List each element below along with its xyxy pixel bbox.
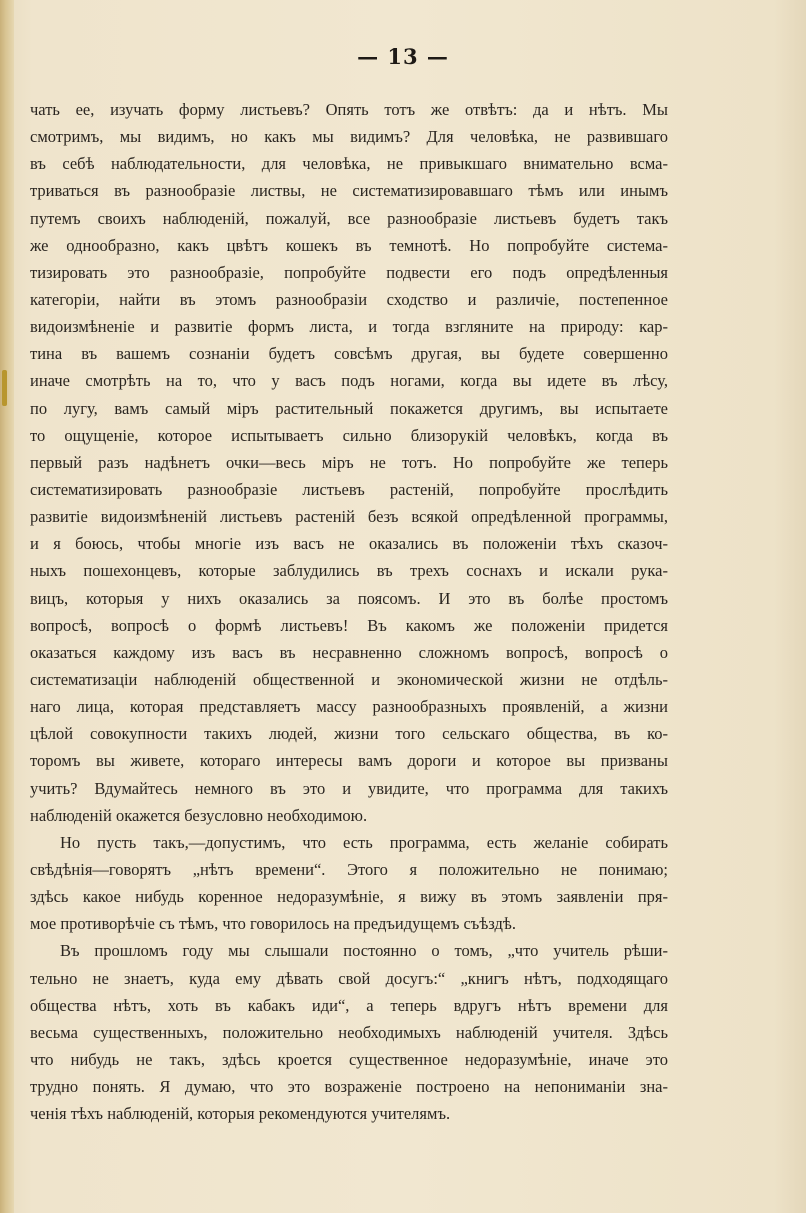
text-line: видоизмѣненіе и развитіе формъ листа, и тогда взгляните на природу: кар-	[30, 317, 668, 337]
spine-mark	[2, 370, 7, 406]
text-line: общества нѣтъ, хоть въ кабакъ иди“, а теперь вдругъ нѣтъ времени для	[30, 995, 668, 1015]
text-line: то ощущеніе, которое испытываетъ сильно близорукій человѣкъ, когда въ	[30, 425, 668, 445]
text-line: тельно не знаетъ, куда ему дѣвать свой досугъ:“ „книгъ нѣтъ, подходящаго	[30, 968, 668, 988]
paragraph-1	[30, 96, 668, 829]
text-line: и я боюсь, чтобы многіе изъ васъ не оказались въ положеніи тѣхъ сказоч-	[30, 534, 668, 554]
text-line: наблюденій окажется безусловно необходимою.	[30, 805, 368, 825]
text-line: триваться въ разнообразіе листвы, не систематизировавшаго тѣмъ или инымъ	[30, 181, 668, 201]
text-line: наго лица, которая представляетъ массу разнообразныхъ проявленій, а жизни	[30, 697, 668, 717]
text-line: путемъ своихъ наблюденій, пожалуй, все разнообразіе листьевъ будетъ такъ	[30, 208, 668, 228]
text-line: весьма существенныхъ, положительно необходимыхъ наблюденій учителя. Здѣсь	[30, 1022, 668, 1042]
text-line: здѣсь какое нибудь коренное недоразумѣніе, я вижу въ этомъ заявленіи пря-	[30, 887, 668, 907]
text-line: цѣлой совокупности такихъ людей, жизни того сельскаго общества, въ ко-	[30, 724, 668, 744]
text-line: смотримъ, мы видимъ, но какъ мы видимъ? Для человѣка, не развившаго	[30, 127, 668, 147]
text-line: что нибудь не такъ, здѣсь кроется существенное недоразумѣніе, иначе это	[30, 1049, 668, 1069]
text-line: систематизаціи наблюденій общественной и экономической жизни не отдѣль-	[30, 669, 668, 689]
text-line: систематизировать разнообразіе листьевъ растеній, попробуйте прослѣдить	[30, 479, 668, 499]
text-line: свѣдѣнія—говорятъ „нѣтъ времени“. Этого я положительно не понимаю;	[30, 859, 668, 879]
text-line: первый разъ надѣнетъ очки—весь міръ не тотъ. Но попробуйте же теперь	[30, 452, 668, 472]
text-line: въ себѣ наблюдательности, для человѣка, не привыкшаго внимательно всма-	[30, 154, 668, 174]
text-line: учить? Вдумайтесь немного въ это и увидите, что программа для такихъ	[30, 778, 668, 798]
text-line: чать ее, изучать форму листьевъ? Опять тотъ же отвѣтъ: да и нѣтъ. Мы	[30, 100, 668, 119]
text-line: торомъ вы живете, котораго интересы вамъ дороги и которое вы призваны	[30, 751, 668, 771]
text-line: Но пусть такъ,—допустимъ, что есть программа, есть желаніе собирать	[60, 832, 668, 852]
text-line: по лугу, вамъ самый міръ растительный покажется другимъ, вы испытаете	[30, 398, 668, 418]
book-spine-edge	[0, 0, 14, 1213]
text-line: же однообразно, какъ цвѣтъ кошекъ въ темнотѣ. Но попробуйте система-	[30, 235, 668, 255]
text-line: тина въ вашемъ сознаніи будетъ совсѣмъ другая, вы будете совершенно	[30, 344, 668, 364]
text-line: ныхъ пошехонцевъ, которые заблудились въ трехъ соснахъ и искали рука-	[30, 561, 668, 581]
text-line: вопросѣ, вопросѣ о формѣ листьевъ! Въ какомъ же положеніи придется	[30, 615, 668, 635]
text-line: вицъ, которыя у нихъ оказались за поясомъ. И это въ болѣе простомъ	[30, 588, 668, 608]
text-line: мое противорѣчіе съ тѣмъ, что говорилось на предъидущемъ съѣздѣ.	[30, 914, 516, 934]
paragraph-3	[30, 937, 668, 1127]
text-line: категоріи, найти въ этомъ разнообразіи сходство и различіе, постепенное	[30, 289, 668, 309]
text-line: ченія тѣхъ наблюденій, которыя рекомендуются учителямъ.	[30, 1104, 451, 1124]
text-line: оказаться каждому изъ васъ въ несравненно сложномъ вопросѣ, вопросѣ о	[30, 642, 668, 662]
text-line: тизировать это разнообразіе, попробуйте подвести его подъ опредѣленныя	[30, 262, 668, 282]
text-line: Въ прошломъ году мы слышали постоянно о томъ, „что учитель рѣши-	[60, 941, 668, 961]
page-number: — 13 —	[357, 44, 449, 69]
text-line: иначе смотрѣть на то, что у васъ подъ ногами, когда вы идете въ лѣсу,	[30, 371, 668, 391]
body-text	[30, 96, 668, 1127]
text-line: трудно понять. Я думаю, что это возраженіе построено на непониманіи зна-	[30, 1077, 668, 1097]
text-line: развитіе видоизмѣненій листьевъ растеній безъ всякой опредѣленной программы,	[30, 507, 668, 527]
paragraph-2	[30, 829, 668, 938]
